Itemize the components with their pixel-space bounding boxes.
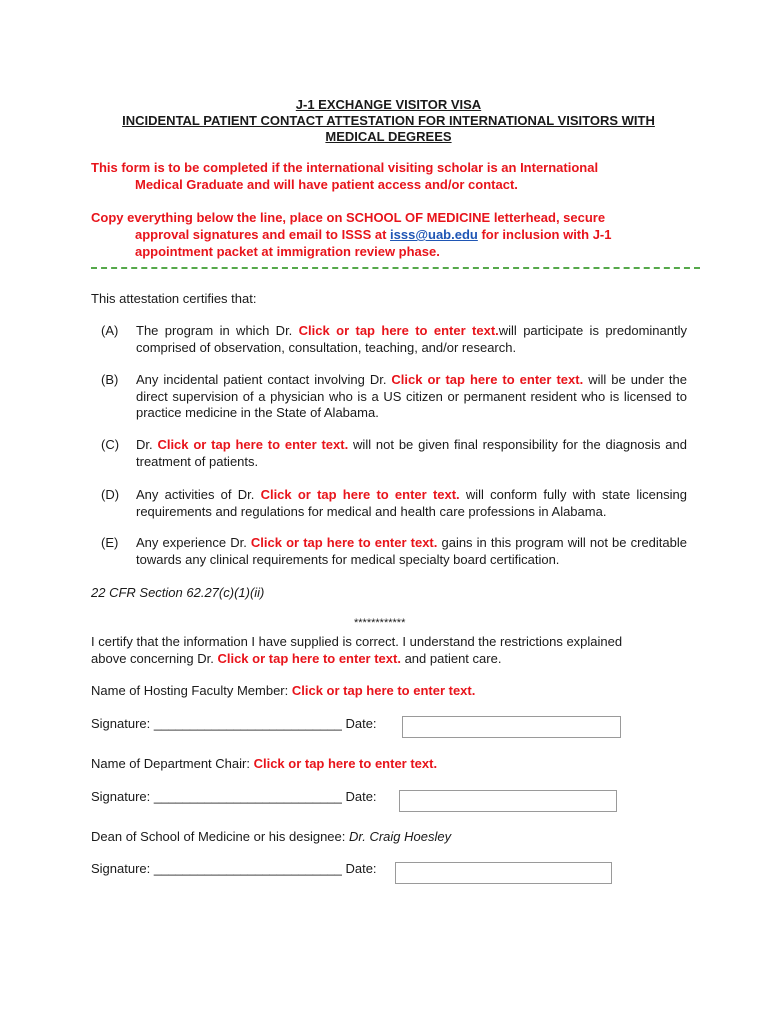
item-label: (C) — [101, 437, 120, 452]
department-chair-label: Name of Department Chair: — [91, 756, 254, 771]
item-text: Any experience Dr. — [136, 535, 251, 550]
faculty-signature-line: Signature: __________________________ Date: — [91, 716, 377, 731]
hosting-faculty-row — [91, 683, 475, 699]
copy-instructions-line-1: Copy everything below the line, place on SCHOOL OF MEDICINE letterhead, secure — [91, 210, 606, 225]
completion-notice-line-1: This form is to be completed if the international visiting scholar is an International — [91, 160, 599, 175]
dean-date-field[interactable] — [395, 862, 612, 884]
item-text: will be under the direct supervision of a physician who is a US citizen or permanent resident who is licensed to practice medicine in the State of Alabama. — [136, 372, 688, 420]
attestation-item-b — [91, 372, 687, 422]
hosting-faculty-label: Name of Hosting Faculty Member: — [91, 683, 292, 698]
doctor-name-field[interactable]: Click or tap here to enter text. — [260, 487, 460, 502]
cut-line-divider — [91, 267, 700, 269]
item-text: gains in this program will not be creditable towards any clinical requirements for medical specialty board certification. — [136, 535, 687, 567]
item-text: Any incidental patient contact involving Dr. — [136, 372, 392, 387]
department-chair-row — [91, 756, 437, 772]
attestation-intro: This attestation certifies that: — [91, 291, 257, 306]
copy-instructions-text-post: for inclusion with J-1 — [477, 227, 612, 242]
item-label: (D) — [101, 487, 120, 502]
item-text: will not be given final responsibility for the diagnosis and treatment of patients. — [136, 437, 687, 469]
dean-name: Dr. Craig Hoesley — [349, 829, 452, 844]
item-text: Dr. — [136, 437, 158, 452]
isss-email-link[interactable]: isss@uab.edu — [390, 227, 478, 242]
completion-notice — [91, 159, 671, 193]
chair-date-field[interactable] — [399, 790, 617, 812]
item-text: will participate is predominantly comprised of observation, consultation, teaching, and/or research. — [136, 323, 687, 355]
doctor-name-field[interactable]: Click or tap here to enter text. — [157, 437, 349, 452]
faculty-date-field[interactable] — [402, 716, 621, 738]
form-title-line-2: INCIDENTAL PATIENT CONTACT ATTESTATION FOR INTERNATIONAL VISITORS WITH — [122, 113, 655, 128]
regulation-citation: 22 CFR Section 62.27(c)(1)(ii) — [91, 585, 265, 600]
item-text: The program in which Dr. — [136, 323, 299, 338]
form-title-line-1: J-1 EXCHANGE VISITOR VISA — [295, 97, 482, 112]
copy-instructions — [91, 209, 671, 260]
certification-line-1: I certify that the information I have supplied is correct. I understand the restrictions explained — [91, 634, 623, 649]
copy-instructions-line-3: appointment packet at immigration review phase. — [135, 244, 440, 259]
item-text: will conform fully with state licensing requirements and regulations for medical and health care professions in Alabama. — [136, 487, 687, 519]
doctor-name-field[interactable]: Click or tap here to enter text. — [217, 650, 401, 666]
certification-statement — [91, 634, 687, 667]
item-text: Any activities of Dr. — [136, 487, 261, 502]
attestation-item-a — [91, 323, 687, 356]
doctor-name-field[interactable]: Click or tap here to enter text. — [391, 372, 584, 387]
doctor-name-field[interactable]: Click or tap here to enter text. — [298, 323, 499, 338]
item-label: (A) — [101, 323, 119, 338]
doctor-name-field[interactable]: Click or tap here to enter text. — [250, 535, 438, 550]
dean-label: Dean of School of Medicine or his designee: — [91, 829, 349, 844]
attestation-item-e — [91, 535, 687, 568]
attestation-item-c — [91, 437, 687, 470]
chair-signature-line: Signature: __________________________ Date: — [91, 789, 377, 804]
dean-row — [91, 829, 451, 845]
department-chair-name-field[interactable]: Click or tap here to enter text. — [253, 756, 438, 771]
certification-line-2-post: and patient care. — [400, 650, 502, 666]
copy-instructions-line-2 — [91, 226, 671, 243]
item-label: (E) — [101, 535, 119, 550]
hosting-faculty-name-field[interactable]: Click or tap here to enter text. — [291, 683, 476, 698]
attestation-item-d — [91, 487, 687, 520]
form-title-line-3: MEDICAL DEGREES — [325, 129, 452, 144]
dean-signature-line: Signature: __________________________ Date: — [91, 861, 377, 876]
copy-instructions-text: approval signatures and email to ISSS at — [135, 227, 391, 242]
certification-line-2-pre: above concerning Dr. — [91, 650, 218, 666]
section-separator: ************ — [354, 617, 406, 629]
completion-notice-line-2: Medical Graduate and will have patient access and/or contact. — [135, 177, 518, 192]
item-label: (B) — [101, 372, 119, 387]
